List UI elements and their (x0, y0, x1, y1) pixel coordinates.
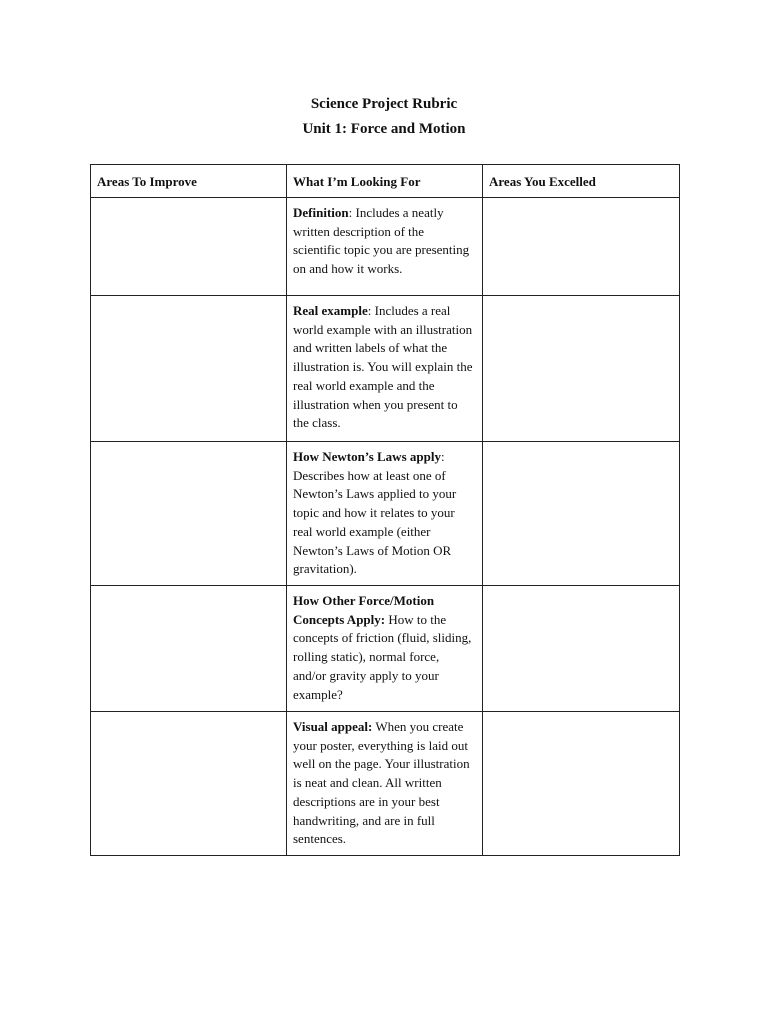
table-row (91, 442, 680, 586)
rubric-table (90, 164, 680, 856)
criterion-name: Real example (293, 303, 368, 318)
criterion-description: Includes a neatly written description of the scientific topic you are presenting on and how it works. (293, 205, 470, 277)
criterion-description: Describes how at least one of Newton’s Laws applied to your topic and how it relates to your real world example (either Newton’s Laws of Motion OR gravitation). (293, 467, 457, 577)
criterion-cell (287, 198, 483, 296)
criterion-cell (287, 712, 483, 856)
criterion-description: When you create your poster, everything is laid out well on the page. Your illustration is neat and clean. All written descriptions are in your best handwriting, and are in full sentences. (293, 719, 470, 847)
excelled-cell[interactable] (483, 442, 680, 586)
improve-cell[interactable] (91, 198, 287, 296)
excelled-cell[interactable] (483, 712, 680, 856)
document-subtitle: Unit 1: Force and Motion (302, 121, 466, 137)
table-row (91, 198, 680, 296)
excelled-cell[interactable] (483, 586, 680, 712)
document-title: Science Project Rubric (310, 96, 458, 112)
table-row (91, 712, 680, 856)
criterion-cell (287, 296, 483, 442)
excelled-cell[interactable] (483, 198, 680, 296)
header-row (91, 165, 680, 198)
title-block (0, 92, 768, 142)
table-row (91, 296, 680, 442)
criterion-name: How Other Force/Motion Concepts Apply: (293, 593, 435, 627)
criterion-cell (287, 586, 483, 712)
criterion-name: Definition (293, 205, 349, 220)
criterion-separator: : (367, 303, 375, 318)
criterion-name: How Newton’s Laws apply (293, 449, 441, 464)
criterion-description: How to the concepts of friction (fluid, sliding, rolling static), normal force, and/or gravity apply to your example? (293, 611, 472, 702)
improve-cell[interactable] (91, 442, 287, 586)
criterion-description: Includes a real world example with an illustration and written labels of what the illustration is. You will explain the real world example and the illustration when you present to the class. (293, 303, 473, 431)
improve-cell[interactable] (91, 296, 287, 442)
excelled-cell[interactable] (483, 296, 680, 442)
improve-cell[interactable] (91, 586, 287, 712)
criterion-cell (287, 442, 483, 586)
table-row (91, 586, 680, 712)
improve-cell[interactable] (91, 712, 287, 856)
header-areas-to-improve: Areas To Improve (91, 165, 287, 198)
header-areas-you-excelled: Areas You Excelled (483, 165, 680, 198)
criterion-name: Visual appeal: (293, 719, 373, 734)
criterion-separator: : (348, 205, 356, 220)
header-what-im-looking-for: What I’m Looking For (287, 165, 483, 198)
criterion-separator: : (440, 449, 445, 464)
